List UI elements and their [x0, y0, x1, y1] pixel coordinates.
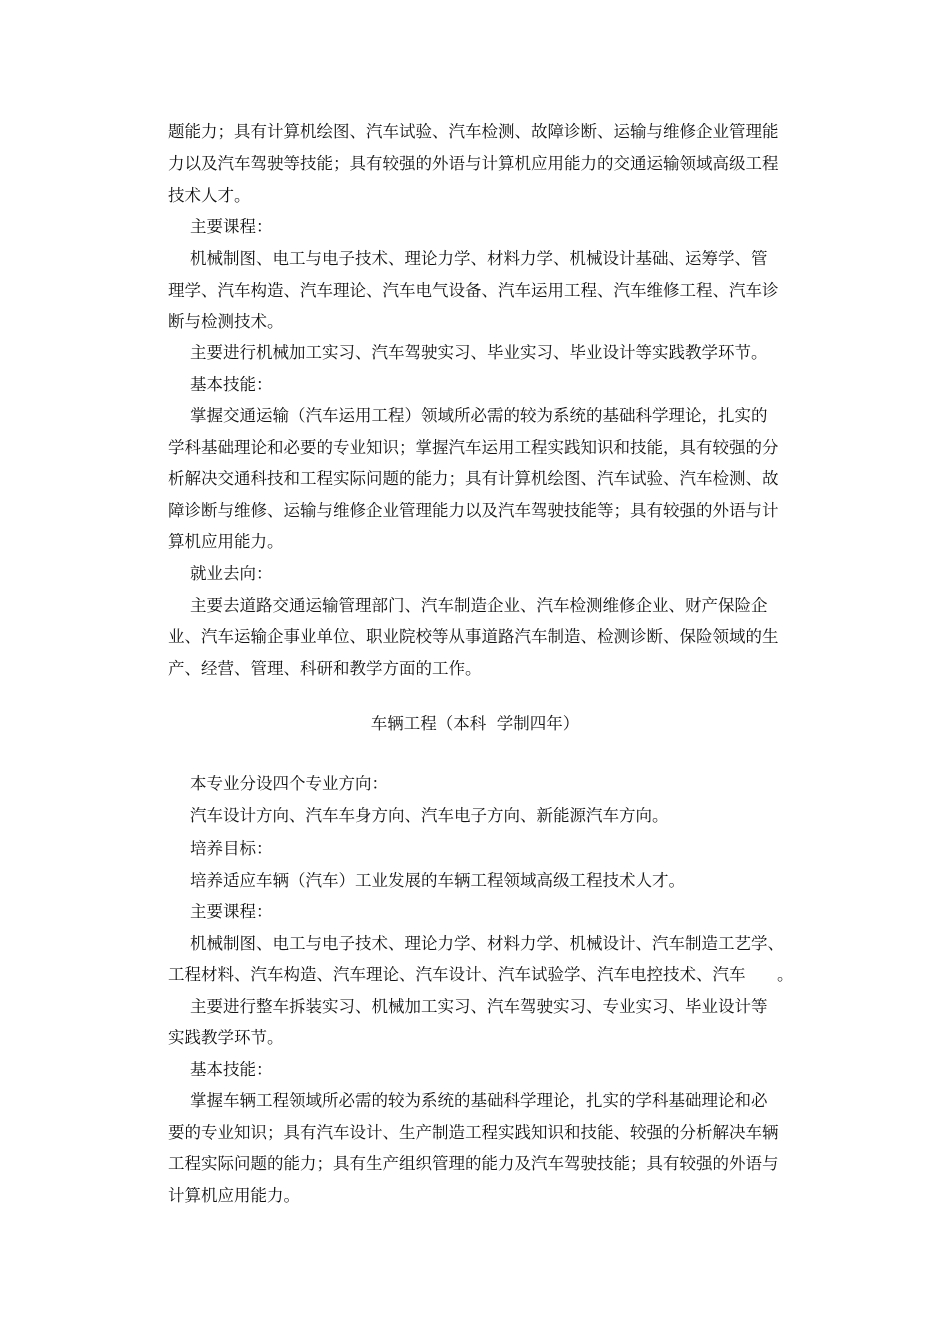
courses-label: 主要课程：: [190, 217, 273, 236]
text-line: 产、经营、管理、科研和教学方面的工作。: [168, 659, 482, 678]
text-line: 学科基础理论和必要的专业知识；掌握汽车运用工程实践知识和技能，具有较强的分: [168, 438, 779, 457]
text-line: 掌握车辆工程领域所必需的较为系统的基础科学理论，扎实的学科基础理论和必: [190, 1091, 768, 1110]
text-line: 机械制图、电工与电子技术、理论力学、材料力学、机械设计基础、运筹学、管: [190, 249, 768, 268]
text-line: 掌握交通运输（汽车运用工程）领域所必需的较为系统的基础科学理论，扎实的: [190, 406, 768, 425]
text-line: 机械制图、电工与电子技术、理论力学、材料力学、机械设计、汽车制造工艺学、: [190, 934, 784, 953]
goal-paragraph: 培养适应车辆（汽车）工业发展的车辆工程领域高级工程技术人才。: [190, 871, 685, 890]
courses-label: 主要课程：: [190, 902, 273, 921]
text-line: 理学、汽车构造、汽车理论、汽车电气设备、汽车运用工程、汽车维修工程、汽车诊: [168, 281, 779, 300]
text-line: 工程实际问题的能力；具有生产组织管理的能力及汽车驾驶技能；具有较强的外语与: [168, 1154, 779, 1173]
practice-paragraph: 主要进行机械加工实习、汽车驾驶实习、毕业实习、毕业设计等实践教学环节。: [190, 343, 768, 362]
employment-label: 就业去向：: [190, 564, 273, 583]
text-line: 障诊断与维修、运输与维修企业管理能力以及汽车驾驶技能等；具有较强的外语与计: [168, 501, 779, 520]
text-line: 计算机应用能力。: [168, 1186, 300, 1205]
section-heading: 车辆工程（本科 学制四年）: [370, 714, 580, 733]
directions-paragraph: 汽车设计方向、汽车车身方向、汽车电子方向、新能源汽车方向。: [190, 806, 669, 825]
text-line: 工程材料、汽车构造、汽车理论、汽车设计、汽车试验学、汽车电控技术、汽车 。: [168, 965, 794, 984]
text-line: 主要进行整车拆装实习、机械加工实习、汽车驾驶实习、专业实习、毕业设计等: [190, 997, 768, 1016]
text-line: 主要去道路交通运输管理部门、汽车制造企业、汽车检测维修企业、财产保险企: [190, 596, 768, 615]
text-line: 断与检测技术。: [168, 312, 284, 331]
goal-label: 培养目标：: [190, 839, 273, 858]
text-line: 题能力；具有计算机绘图、汽车试验、汽车检测、故障诊断、运输与维修企业管理能: [168, 122, 779, 141]
text-line: 实践教学环节。: [168, 1028, 284, 1047]
text-line: 力以及汽车驾驶等技能；具有较强的外语与计算机应用能力的交通运输领域高级工程: [168, 154, 779, 173]
directions-label: 本专业分设四个专业方向：: [190, 774, 388, 793]
text-line: 要的专业知识；具有汽车设计、生产制造工程实践知识和技能、较强的分析解决车辆: [168, 1123, 779, 1142]
skills-label: 基本技能：: [190, 375, 273, 394]
text-line: 算机应用能力。: [168, 532, 284, 551]
text-line: 析解决交通科技和工程实际问题的能力；具有计算机绘图、汽车试验、汽车检测、故: [168, 469, 779, 488]
text-line: 业、汽车运输企事业单位、职业院校等从事道路汽车制造、检测诊断、保险领域的生: [168, 627, 779, 646]
skills-label: 基本技能：: [190, 1060, 273, 1079]
text-line: 技术人才。: [168, 186, 251, 205]
